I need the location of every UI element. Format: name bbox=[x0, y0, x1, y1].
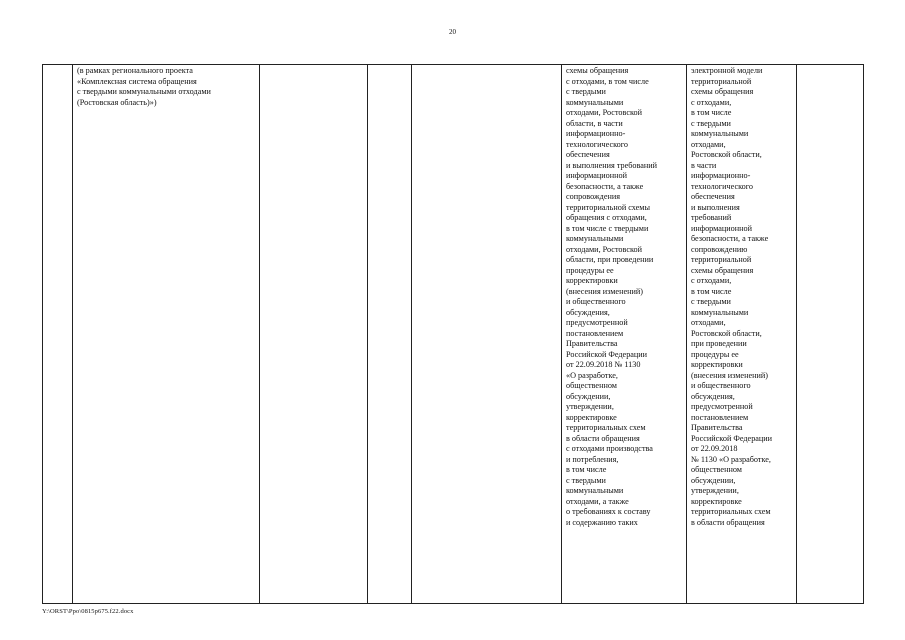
table-cell-result bbox=[687, 65, 797, 604]
table-cell-col3 bbox=[260, 65, 368, 604]
table-cell-number bbox=[43, 65, 73, 604]
document-table bbox=[42, 64, 864, 604]
table-row bbox=[43, 65, 864, 604]
cell-text: схемы обращения с отходами, в том числе с твердыми коммунальными отходами, Ростовской области, в части информационно- технологического обеспечения и выполнения требований информационной безопасности, а также сопровождения территориальной схемы обращения с отходами, в том числе с твердыми коммунальными отходами, Ростовской области, при проведении процедуры ее корректировки (внесения изменений) и общественного обсуждения, предусмотренной постановлением Правительства Российской Федерации от 22.09.2018 № 1130 «О разработке, общественном обсуждении, утверждении, корректировке территориальных схем в области обращения с отходами производства и потребления, в том числе с твердыми коммунальными отходами, а также о требованиях к составу и содержанию таких bbox=[566, 66, 658, 527]
table-cell-col5 bbox=[412, 65, 562, 604]
file-path-footer: Y:\ORST\Ppo\0815p675.f22.docx bbox=[42, 608, 134, 615]
cell-text: электронной модели территориальной схемы обращения с отходами, в том числе с твердыми коммунальными отходами, Ростовской области, в части информационно- технологического обеспечения и выполнения требований информационной безопасности, а также сопровождению территориальной схемы обращения с отходами, в том числе с твердыми коммунальными отходами, Ростовской области, при проведении процедуры ее корректировки (внесения изменений) и общественного обсуждения, предусмотренной постановлением Правительства Российской Федерации от 22.09.2018 № 1130 «О разработке, общественном обсуждении, утверждении, корректировке территориальных схем в области обращения bbox=[691, 66, 773, 527]
table-cell-activity bbox=[73, 65, 260, 604]
table-cell-col4 bbox=[368, 65, 412, 604]
page-number: 20 bbox=[449, 28, 456, 36]
cell-text: (в рамках регионального проекта «Комплексная система обращения с твердыми коммунальными отходами (Ростовская область)») bbox=[77, 66, 211, 107]
table-cell-col8 bbox=[797, 65, 864, 604]
table-cell-description bbox=[562, 65, 687, 604]
